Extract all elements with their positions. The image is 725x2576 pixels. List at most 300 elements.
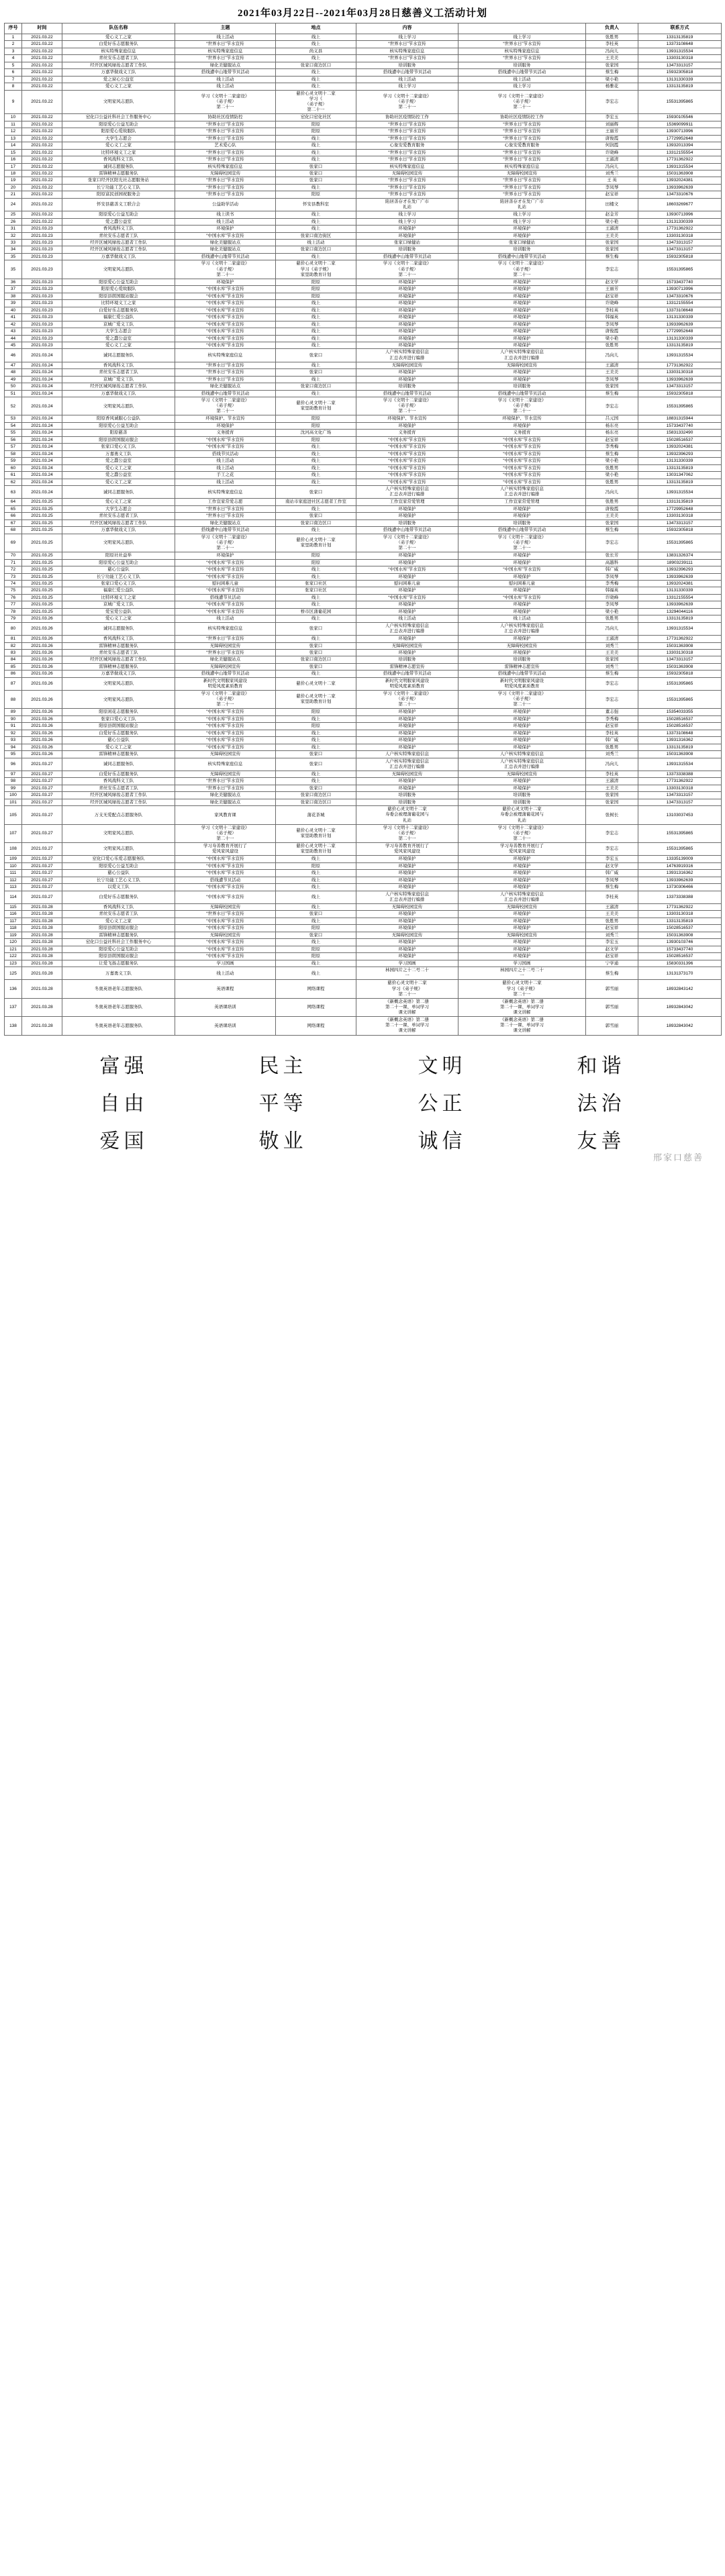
cell-content: 培训服务 <box>356 383 458 390</box>
cell-leader: 张家国 <box>586 519 638 526</box>
cell-content-extra: 无障碍校园宣传 <box>458 642 586 649</box>
cell-date: 2021.03.22 <box>22 121 62 128</box>
column-header-contact: 联系方式 <box>638 23 722 34</box>
table-row <box>5 891 722 903</box>
cell-team: 长宁功能工艺心义工队 <box>62 877 175 883</box>
cell-content-extra: 线上学习 <box>458 211 586 218</box>
cell-leader: 李桂英 <box>586 891 638 903</box>
cell-index: 84 <box>5 656 22 663</box>
cell-leader: 冯向儿 <box>586 486 638 499</box>
cell-content: 环境保护 <box>356 587 458 594</box>
cell-location: 线上 <box>276 218 356 225</box>
cell-contact: 17731362922 <box>638 226 722 232</box>
cell-date: 2021.03.24 <box>22 376 62 383</box>
cell-contact: 15031363908 <box>638 642 722 649</box>
cell-leader: 王美美 <box>586 649 638 656</box>
cell-theme: “中国水库”节水宣传 <box>175 891 276 903</box>
cell-theme: 环境保护 <box>175 226 276 232</box>
cell-date: 2021.03.22 <box>22 83 62 90</box>
cell-location: 张家口南边区口 <box>276 62 356 68</box>
cell-index: 73 <box>5 573 22 580</box>
cell-content-extra: “中国水库”节水宣传 <box>458 464 586 471</box>
cell-content-extra: 环境保护 <box>458 744 586 750</box>
cell-date: 2021.03.24 <box>22 362 62 368</box>
cell-location: 张家口 <box>276 663 356 670</box>
cell-team: 万嘉华做戏义工队 <box>62 671 175 677</box>
cell-team: 冬奥英语老年志愿服务队 <box>62 980 175 998</box>
cell-index: 13 <box>5 135 22 142</box>
cell-team: 经开区城风绿妆志愿者工作队 <box>62 656 175 663</box>
cell-location: 线上 <box>276 135 356 142</box>
cell-contact: 15930105546 <box>638 114 722 121</box>
cell-content-extra: 慈价心灵文明十二家 寿委会被理蒲葡花园与 礼站 <box>458 806 586 824</box>
cell-content: 人户核实特殊家庭信息 汇总表并进行编排 <box>356 622 458 635</box>
cell-leader: 李凤琴 <box>586 321 638 328</box>
cell-contact: 13932396293 <box>638 450 722 457</box>
cell-content-extra: 学习寿善教育开展行了 爱风家风建设 <box>458 843 586 856</box>
core-value-word: 法治 <box>577 1092 626 1115</box>
cell-team: 慈心公益队 <box>62 870 175 877</box>
cell-contact: 18932843042 <box>638 998 722 1016</box>
cell-date: 2021.03.28 <box>22 967 62 980</box>
table-row <box>5 422 722 429</box>
cell-leader: 杨雅花 <box>586 83 638 90</box>
cell-index: 83 <box>5 649 22 656</box>
cell-content-extra: 环境保护 <box>458 946 586 952</box>
cell-theme: 协助社区疫情防控 <box>175 114 276 121</box>
cell-theme: “世界水日”节水宣传 <box>175 128 276 135</box>
cell-theme: 线上活动 <box>175 218 276 225</box>
cell-theme: 绿化美健服站点 <box>175 240 276 246</box>
cell-location: 阳原 <box>276 559 356 566</box>
page-title: 2021年03月22日--2021年03月28日慈善义工活动计划 <box>238 8 487 19</box>
cell-location: 线上 <box>276 184 356 191</box>
cell-index: 40 <box>5 307 22 313</box>
cell-team: 窒化口公益社科社会工作服务中心 <box>62 114 175 121</box>
cell-team: 雷锋精神志愿服务队 <box>62 751 175 758</box>
cell-leader: 赵文学 <box>586 946 638 952</box>
cell-leader: 唐俊霞 <box>586 135 638 142</box>
cell-index: 6 <box>5 69 22 76</box>
cell-theme: 慰问困难儿童 <box>175 580 276 587</box>
cell-contact: 13313135819 <box>638 464 722 471</box>
cell-date: 2021.03.28 <box>22 946 62 952</box>
cell-contact: 15369099911 <box>638 121 722 128</box>
cell-leader: 张胜男 <box>586 34 638 41</box>
cell-theme: “中国水库”节水宣传 <box>175 884 276 891</box>
cell-content: “世界水日”节水宣传 <box>356 191 458 198</box>
cell-team: 青丝安乐志愿者工队 <box>62 232 175 239</box>
cell-date: 2021.03.27 <box>22 792 62 799</box>
cell-content: “世界水日”节水宣传 <box>356 135 458 142</box>
cell-content-extra: “世界水日”节水宣传 <box>458 184 586 191</box>
core-value-word: 诚信 <box>418 1130 467 1152</box>
cell-index: 35 <box>5 260 22 279</box>
cell-theme: “中国水库”节水宣传 <box>175 293 276 299</box>
cell-date: 2021.03.27 <box>22 824 62 842</box>
cell-leader: 张胜男 <box>586 744 638 750</box>
cell-content-extra: 环境保护 <box>458 321 586 328</box>
cell-content: “世界水日”节水宣传 <box>356 41 458 48</box>
cell-content-extra: 线上活动 <box>458 76 586 83</box>
cell-team: 阳原社社益举 <box>62 552 175 559</box>
table-row <box>5 415 722 422</box>
cell-team: 比特环境义工之家 <box>62 149 175 156</box>
cell-leader: 李宏玉 <box>586 856 638 862</box>
cell-leader: 刘丽辉 <box>586 121 638 128</box>
cell-contact: 17729952648 <box>638 505 722 512</box>
table-row <box>5 450 722 457</box>
cell-content-extra: 环境保护 <box>458 925 586 932</box>
cell-location: 张家口 <box>276 932 356 938</box>
cell-date: 2021.03.26 <box>22 709 62 715</box>
cell-leader: 王美美 <box>586 911 638 918</box>
cell-content-extra: 环境保护 <box>458 293 586 299</box>
cell-theme: “中国水库”节水宣传 <box>175 953 276 960</box>
cell-content-extra: 环境保护 <box>458 335 586 342</box>
cell-index: 41 <box>5 314 22 321</box>
cell-date: 2021.03.22 <box>22 62 62 68</box>
table-row <box>5 587 722 594</box>
table-row <box>5 369 722 376</box>
cell-date: 2021.03.24 <box>22 369 62 376</box>
cell-leader: 李宏志 <box>586 260 638 279</box>
cell-index: 79 <box>5 615 22 622</box>
cell-location: 张家口 <box>276 649 356 656</box>
cell-content-extra: 环境保护 <box>458 552 586 559</box>
cell-team: 阳原慈善 <box>62 430 175 436</box>
cell-contact: 15354033355 <box>638 709 722 715</box>
cell-contact: 13473310676 <box>638 293 722 299</box>
cell-date: 2021.03.24 <box>22 479 62 485</box>
cell-contact: 18903239111 <box>638 559 722 566</box>
cell-location: 张家口 <box>276 622 356 635</box>
cell-index: 16 <box>5 156 22 163</box>
cell-date: 2021.03.22 <box>22 170 62 177</box>
cell-team: 爱之蠢公益室 <box>62 218 175 225</box>
cell-index: 4 <box>5 55 22 62</box>
cell-content: 张家口绿健站 <box>356 240 458 246</box>
cell-content: 环境保护 <box>356 939 458 946</box>
cell-content-extra: 搭线遭中山地带节贝活动 <box>458 527 586 534</box>
cell-content-extra: 义务援育 <box>458 430 586 436</box>
cell-leader: 李宏志 <box>586 90 638 114</box>
cell-date: 2021.03.25 <box>22 552 62 559</box>
table-row <box>5 55 722 62</box>
cell-theme: 核实特殊家庭信息 <box>175 758 276 771</box>
cell-theme: “世界水日”节水宣传 <box>175 505 276 512</box>
cell-location: 线上 <box>276 601 356 608</box>
cell-date: 2021.03.23 <box>22 253 62 260</box>
cell-team: 比特环境义工之家 <box>62 300 175 307</box>
cell-content-extra: 环境保护 <box>458 870 586 877</box>
table-row <box>5 656 722 663</box>
cell-index: 11 <box>5 121 22 128</box>
cell-content: “中国水库”节水宣传 <box>356 436 458 443</box>
table-row <box>5 758 722 771</box>
cell-date: 2021.03.23 <box>22 293 62 299</box>
cell-content: 环境保护 <box>356 785 458 791</box>
cell-date: 2021.03.22 <box>22 218 62 225</box>
cell-theme: “世界水日”节水宣传 <box>175 184 276 191</box>
cell-team: 白爱好乐志愿服务队 <box>62 891 175 903</box>
cell-leader: 许晓峰 <box>586 149 638 156</box>
cell-team: 爱心义工之家 <box>62 464 175 471</box>
cell-theme: 绿化美健服站点 <box>175 792 276 799</box>
table-row <box>5 163 722 170</box>
cell-team: 诚同志愿服务队 <box>62 486 175 499</box>
cell-date: 2021.03.22 <box>22 198 62 211</box>
cell-content: 学习《文明十二家建设》 （弟子规） 第二十一 <box>356 691 458 709</box>
cell-date: 2021.03.22 <box>22 48 62 54</box>
cell-team: 白爱好乐志愿服务队 <box>62 307 175 313</box>
cell-theme: “中国水库”节水宣传 <box>175 715 276 722</box>
cell-location: 张家口 <box>276 751 356 758</box>
cell-leader: 郭雪丽 <box>586 980 638 998</box>
cell-location: 线上 <box>276 458 356 464</box>
table-row <box>5 580 722 587</box>
cell-team: 爱之蠢公益室 <box>62 472 175 479</box>
cell-team: 爱之蠢公益室 <box>62 458 175 464</box>
cell-content: 新时代文明服家风建设 明爱风度素质教育 <box>356 677 458 690</box>
cell-contact: 13473313157 <box>638 246 722 253</box>
cell-date: 2021.03.24 <box>22 450 62 457</box>
cell-location: 线上 <box>276 55 356 62</box>
table-row <box>5 771 722 778</box>
table-row <box>5 671 722 677</box>
core-values-footer <box>4 1041 721 1165</box>
cell-content: 环境保护 <box>356 293 458 299</box>
cell-content: “世界水日”节水宣传 <box>356 128 458 135</box>
cell-leader: 许晓峰 <box>586 594 638 601</box>
cell-team: 青丝安乐志愿者工队 <box>62 911 175 918</box>
cell-theme: 学习《文明十二家建设》 （弟子规） 第二十一 <box>175 397 276 415</box>
cell-date: 2021.03.24 <box>22 472 62 479</box>
cell-date: 2021.03.25 <box>22 573 62 580</box>
cell-theme: 学习寿善教育开展行了 爱风家风建设 <box>175 843 276 856</box>
cell-content-extra: 培训服务 <box>458 792 586 799</box>
table-row <box>5 286 722 293</box>
cell-contact: 13931315534 <box>638 486 722 499</box>
table-row <box>5 90 722 114</box>
cell-location: 线上 <box>276 903 356 910</box>
table-row <box>5 362 722 368</box>
cell-theme: 学习《文明十二家建设》 （弟子规） 第二十一 <box>175 691 276 709</box>
cell-location: 张家口 <box>276 642 356 649</box>
cell-content: “中国水库”节水宣传 <box>356 566 458 573</box>
cell-content-extra: 协助社区疫情防控工作 <box>458 114 586 121</box>
cell-content: 环境保护 <box>356 226 458 232</box>
cell-content: 环境保护 <box>356 918 458 924</box>
cell-content: 环境保护 <box>356 376 458 383</box>
cell-team: 京城广爱义工队 <box>62 321 175 328</box>
cell-theme: “世界水日”节水宣传 <box>175 636 276 642</box>
cell-leader: 赵金芳 <box>586 211 638 218</box>
cell-index: 116 <box>5 911 22 918</box>
cell-content: 环境保护 <box>356 300 458 307</box>
cell-team: 张家口爱心义工队 <box>62 715 175 722</box>
cell-date: 2021.03.26 <box>22 677 62 690</box>
cell-content: 环境保护 <box>356 715 458 722</box>
cell-team: 爱心义工之家 <box>62 918 175 924</box>
cell-team: 爱之蠢公益室 <box>62 335 175 342</box>
cell-leader: 李凤琴 <box>586 573 638 580</box>
cell-content-extra: 培训服务 <box>458 383 586 390</box>
cell-contact: 13931315534 <box>638 163 722 170</box>
cell-index: 120 <box>5 939 22 946</box>
core-value-word: 自由 <box>99 1092 148 1115</box>
table-row <box>5 170 722 177</box>
cell-contact: 15932305818 <box>638 671 722 677</box>
cell-theme: “中国水库”节水宣传 <box>175 321 276 328</box>
cell-theme: “中国水库”节水宣传 <box>175 862 276 869</box>
cell-team: 京城广爱义工队 <box>62 376 175 383</box>
cell-theme: 环境保护 <box>175 552 276 559</box>
cell-team: 青丝安乐志愿者工队 <box>62 513 175 519</box>
cell-team: 阳原县朗国服站服会 <box>62 293 175 299</box>
table-row <box>5 519 722 526</box>
cell-contact: 15733437740 <box>638 279 722 285</box>
cell-location: 窒化口窒化社区 <box>276 114 356 121</box>
cell-contact: 14763919316 <box>638 862 722 869</box>
cell-contact: 15932305818 <box>638 527 722 534</box>
table-row <box>5 573 722 580</box>
cell-location: 线上 <box>276 960 356 967</box>
core-values-row-2 <box>4 1083 721 1120</box>
cell-theme: 义务援育 <box>175 430 276 436</box>
cell-content: 核实特殊家庭信息 <box>356 48 458 54</box>
cell-content-extra: 环境保护、节水宣传 <box>458 415 586 422</box>
cell-theme: 英语课程 <box>175 980 276 998</box>
cell-content: 搭线遭中山地带节贝活动 <box>356 390 458 397</box>
cell-content: 搭线遭中山地带节贝活动 <box>356 69 458 76</box>
cell-leader: 王淑清 <box>586 362 638 368</box>
cell-content-extra: 环境保护 <box>458 723 586 730</box>
cell-location: 线上 <box>276 300 356 307</box>
cell-leader: 冯向儿 <box>586 48 638 54</box>
cell-leader: 高越科 <box>586 559 638 566</box>
cell-team: 阳原县朗国服站服会 <box>62 953 175 960</box>
cell-contact: 18831315944 <box>638 415 722 422</box>
cell-team: 大学生志愿会 <box>62 328 175 335</box>
cell-content: 线上学习 <box>356 218 458 225</box>
cell-theme: “中国水库”节水宣传 <box>175 300 276 307</box>
cell-theme: 线上活动 <box>175 615 276 622</box>
cell-theme: “中国水库”节水宣传 <box>175 587 276 594</box>
cell-location: 阳原 <box>276 552 356 559</box>
cell-team: 青丝安乐志愿者工队 <box>62 55 175 62</box>
cell-location: 线上 <box>276 715 356 722</box>
cell-index: 50 <box>5 383 22 390</box>
cell-leader: 杨东亮 <box>586 422 638 429</box>
cell-content: 无障碍校园宣传 <box>356 903 458 910</box>
cell-leader: 李宏志 <box>586 824 638 842</box>
cell-date: 2021.03.27 <box>22 843 62 856</box>
cell-team: 阳原闲花志愿服务队 <box>62 709 175 715</box>
cell-content: 人户核实特殊家庭信息 汇总表并进行编排 <box>356 486 458 499</box>
cell-location: 慈价心灵文明十二家 学习《 （弟子规） 第二十一 <box>276 90 356 114</box>
cell-location: 张家口社区 <box>276 580 356 587</box>
cell-theme: 搭线遭中山地带节贝活动 <box>175 671 276 677</box>
cell-index: 115 <box>5 903 22 910</box>
table-row <box>5 34 722 41</box>
table-header-row <box>5 23 722 34</box>
cell-content-extra: 《新概念英语》第二册 第二十一课、单词学习 课文讲解 <box>458 998 586 1016</box>
cell-leader: 王淑清 <box>586 226 638 232</box>
cell-theme: 绿化美健服站点 <box>175 383 276 390</box>
cell-content: 环境保护 <box>356 730 458 736</box>
cell-team: 慈心公益队 <box>62 737 175 744</box>
table-row <box>5 636 722 642</box>
table-row <box>5 156 722 163</box>
cell-content-extra: 人户核实特殊家庭信息 汇总表并进行编排 <box>458 891 586 903</box>
cell-theme: 线上活动 <box>175 34 276 41</box>
cell-location: 阳原 <box>276 279 356 285</box>
cell-index: 86 <box>5 671 22 677</box>
cell-content: 环境保护 <box>356 723 458 730</box>
cell-team: 冬奥英语老年志愿服务队 <box>62 998 175 1016</box>
cell-content-extra: 环境保护 <box>458 608 586 615</box>
cell-location: 线上 <box>276 328 356 335</box>
cell-contact: 13473310676 <box>638 191 722 198</box>
cell-index: 125 <box>5 967 22 980</box>
table-row <box>5 534 722 552</box>
cell-index: 15 <box>5 149 22 156</box>
cell-index: 47 <box>5 362 22 368</box>
cell-theme: “中国水库”节水宣传 <box>175 856 276 862</box>
cell-date: 2021.03.25 <box>22 527 62 534</box>
cell-index: 34 <box>5 246 22 253</box>
cell-location: 阳原 <box>276 293 356 299</box>
cell-theme: “世界水日”节水宣传 <box>175 369 276 376</box>
cell-contact: 13373108648 <box>638 730 722 736</box>
cell-team: 香风战科义工队 <box>62 636 175 642</box>
table-row <box>5 778 722 785</box>
cell-date: 2021.03.27 <box>22 758 62 771</box>
table-row <box>5 608 722 615</box>
table-row <box>5 328 722 335</box>
cell-location: 张家口 <box>276 170 356 177</box>
cell-location: 张家口 <box>276 349 356 362</box>
cell-content: 学习《文明十二家建设》 （弟子规） 第二十一 <box>356 534 458 552</box>
cell-content-extra: “世界水日”节水宣传 <box>458 41 586 48</box>
cell-date: 2021.03.26 <box>22 649 62 656</box>
cell-content: 学习国画 <box>356 960 458 967</box>
cell-date: 2021.03.22 <box>22 177 62 184</box>
cell-contact: 13031347062 <box>638 472 722 479</box>
cell-content-extra: 学习《文明十二家建设》 （弟子规） 第二十一 <box>458 824 586 842</box>
cell-leader: 张家国 <box>586 792 638 799</box>
cell-index: 112 <box>5 877 22 883</box>
cell-index: 54 <box>5 422 22 429</box>
cell-theme: “中国水库”节水宣传 <box>175 709 276 715</box>
table-row <box>5 472 722 479</box>
table-row <box>5 737 722 744</box>
cell-team: 阳原爱心公益互助会 <box>62 422 175 429</box>
table-row <box>5 932 722 938</box>
cell-date: 2021.03.27 <box>22 856 62 862</box>
cell-leader: 王 英 <box>586 177 638 184</box>
cell-team: 让爱飞扬志愿服务队 <box>62 960 175 967</box>
cell-leader: 唐俊霞 <box>586 505 638 512</box>
cell-content-extra: 环境保护 <box>458 513 586 519</box>
cell-team: 福康仁爱公益队 <box>62 314 175 321</box>
cell-content-extra: 无障碍校园宣传 <box>458 903 586 910</box>
cell-date: 2021.03.28 <box>22 1017 62 1035</box>
cell-content: 环境保护 <box>356 608 458 615</box>
core-values-row-1 <box>4 1045 721 1083</box>
table-row <box>5 390 722 397</box>
